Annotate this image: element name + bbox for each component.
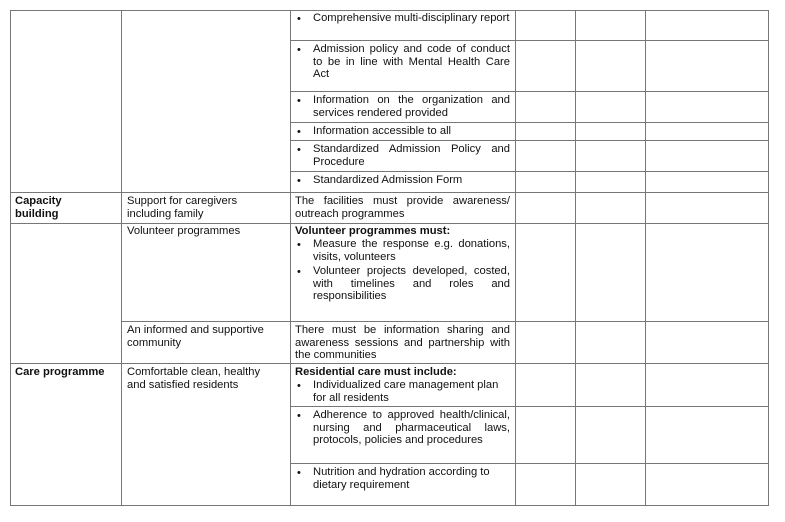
row-divider	[10, 223, 769, 224]
row-divider	[290, 140, 769, 141]
outcome-text: An informed and supportive community	[127, 324, 264, 349]
standard-text: Standardized Admission Form	[313, 174, 463, 186]
outcome-text: Support for caregivers including family	[127, 195, 238, 220]
column-divider-1	[121, 10, 122, 506]
outcome-text: Volunteer programmes	[127, 225, 241, 237]
row-divider	[121, 321, 769, 322]
column-divider-2	[290, 10, 291, 506]
section-divider	[10, 363, 769, 364]
bullet-marker: •	[297, 44, 301, 56]
bullet-marker: •	[297, 95, 301, 107]
standard-heading: Residential care must include:	[295, 366, 457, 378]
standard-text: Measure the response e.g. donations, visits, volunteers	[313, 238, 510, 263]
table-border-top	[10, 10, 769, 11]
standard-text: Information on the organization and services rendered provided	[313, 94, 510, 119]
standard-text: The facilities must provide awareness/ outreach programmes	[295, 195, 510, 220]
row-divider	[290, 171, 769, 172]
table-border-right	[768, 10, 769, 506]
bullet-marker: •	[297, 13, 301, 25]
section-divider	[10, 192, 769, 193]
outcome-text: Comfortable clean, healthy and satisfied residents	[127, 366, 261, 391]
standard-text: Nutrition and hydration according to dietary requirement	[313, 466, 490, 491]
standard-text: There must be information sharing and awareness sessions and partnership with the communities	[295, 324, 510, 362]
bullet-marker: •	[297, 239, 301, 251]
row-divider	[290, 40, 769, 41]
standard-text: Comprehensive multi-disciplinary report	[313, 12, 510, 24]
bullet-marker: •	[297, 410, 301, 422]
document-table	[10, 10, 769, 506]
bullet-marker: •	[297, 266, 301, 278]
focus-area-care-programme: Care programme	[15, 366, 105, 378]
bullet-marker: •	[297, 175, 301, 187]
standard-text: Volunteer projects developed, costed, with timelines and roles and responsibilities	[313, 265, 510, 303]
row-divider	[290, 463, 769, 464]
column-divider-3	[515, 10, 516, 506]
bullet-marker: •	[297, 380, 301, 392]
focus-area-capacity-building: Capacity building	[15, 195, 62, 220]
standard-text: Adherence to approved health/clinical, nursing and pharmaceutical laws, protocols, policies and procedures	[313, 409, 510, 447]
table-border-bottom	[10, 505, 769, 506]
standard-text: Individualized care management plan for all residents	[313, 379, 499, 404]
bullet-marker: •	[297, 144, 301, 156]
column-divider-5	[645, 10, 646, 506]
row-divider	[290, 122, 769, 123]
standard-text: Admission policy and code of conduct to be in line with Mental Health Care Act	[313, 43, 510, 81]
standard-heading: Volunteer programmes must:	[295, 225, 451, 237]
standard-text: Information accessible to all	[313, 125, 452, 137]
table-border-left	[10, 10, 11, 506]
row-divider	[290, 406, 769, 407]
standard-text: Standardized Admission Policy and Procedure	[313, 143, 510, 168]
bullet-marker: •	[297, 126, 301, 138]
bullet-marker: •	[297, 467, 301, 479]
row-divider	[290, 91, 769, 92]
column-divider-4	[575, 10, 576, 506]
